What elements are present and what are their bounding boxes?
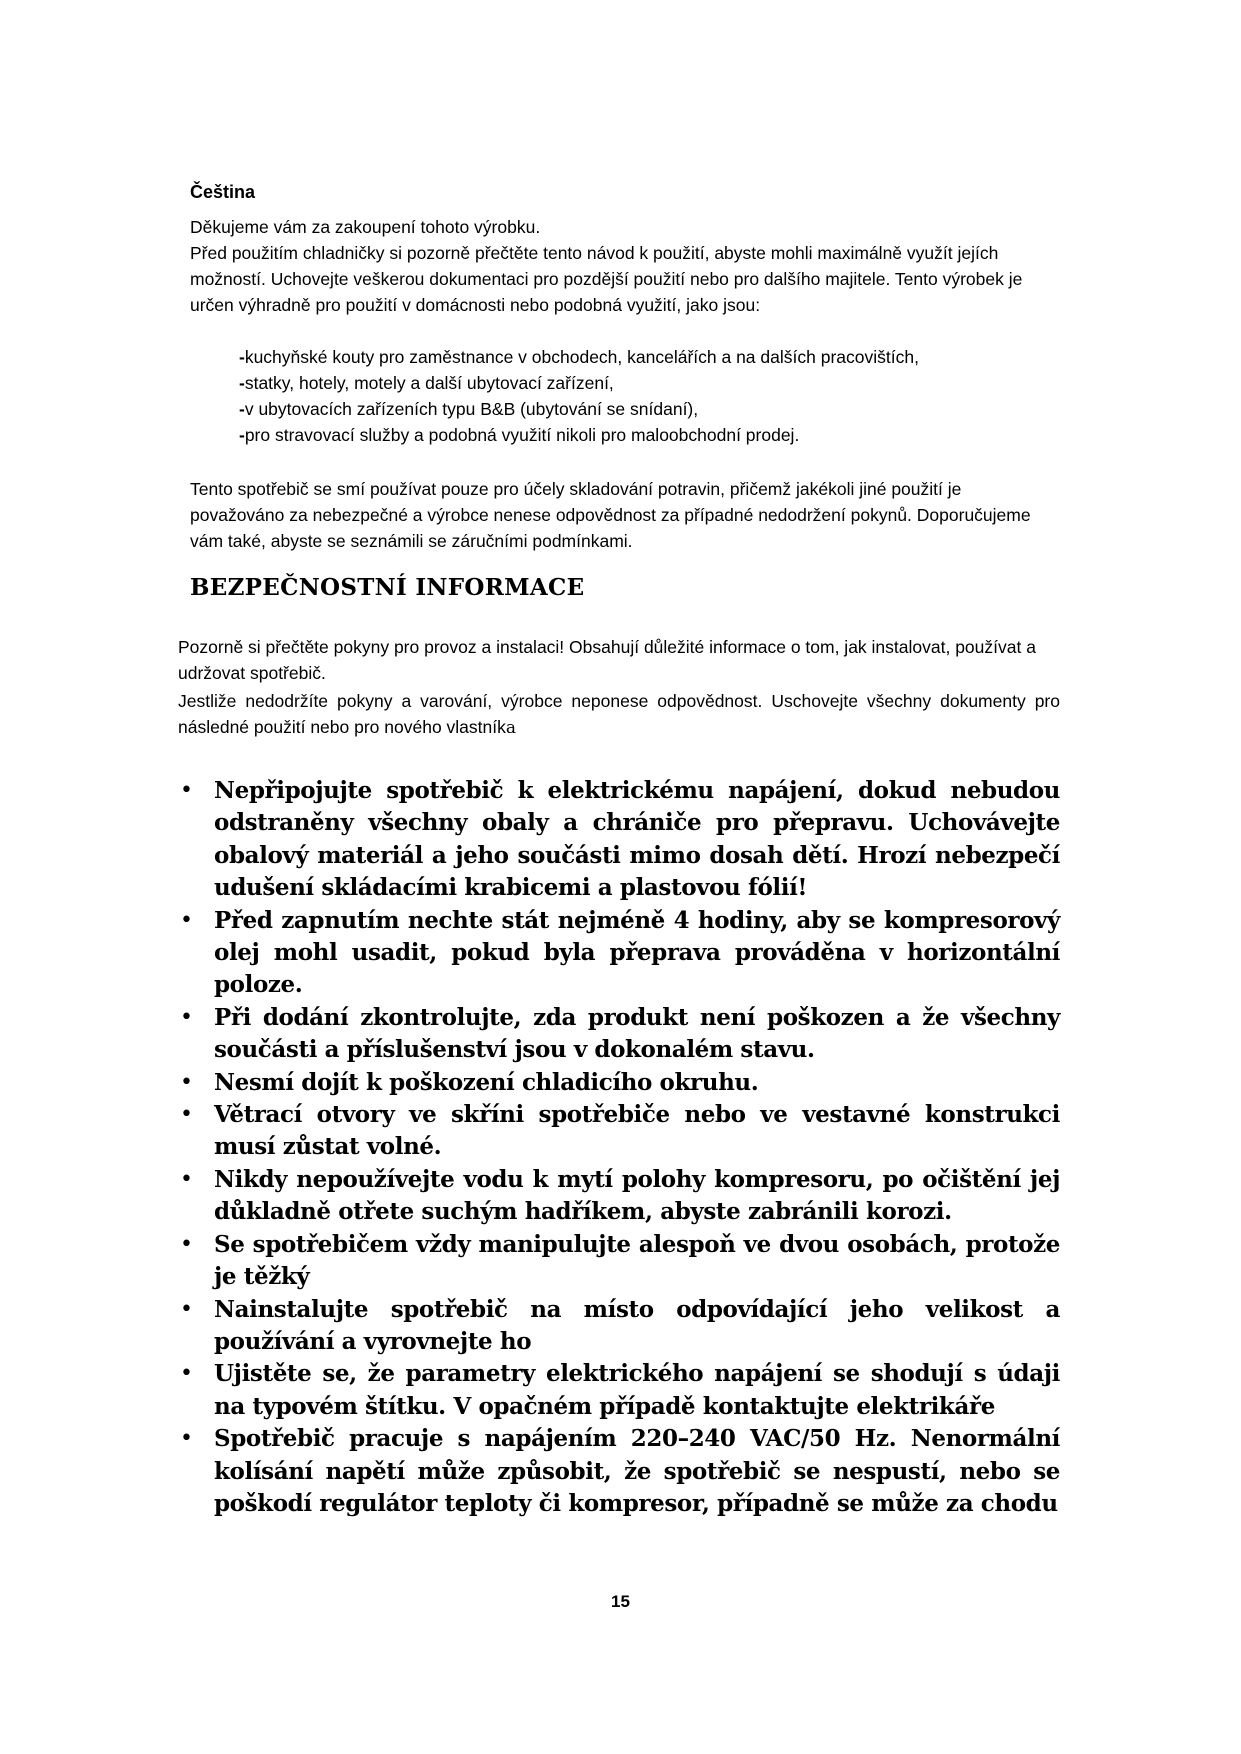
safety-item: • Větrací otvory ve skříni spotřebiče nebo ve vestavné konstrukci musí zůstat volné. — [180, 1099, 1060, 1164]
safety-item: • Se spotřebičem vždy manipulujte alespoň ve dvou osobách, protože je těžký — [180, 1229, 1060, 1294]
safety-item: • Nainstalujte spotřebič na místo odpovídající jeho velikost a používání a vyrovnejte ho — [180, 1294, 1060, 1359]
intro-paragraph: Před použitím chladničky si pozorně přečtěte tento návod k použití, abyste mohli maximálně využít jejích možností. Uchovejte veškerou dokumentaci pro pozdější použití nebo pro dalšího majitele. Tento výrobek je určen výhradně pro použití v domácnosti nebo podobná využití, jako jsou: — [190, 243, 1023, 315]
warning-paragraph-1: Pozorně si přečtěte pokyny pro provoz a instalaci! Obsahují důležité informace o tom, jak instalovat, používat a udržovat spotřebič. — [178, 637, 1036, 683]
warning-paragraph-2: Jestliže nedodržíte pokyny a varování, výrobce neponese odpovědnost. Uschovejte všechny dokumenty pro následné použití nebo pro nového vlastníka — [178, 691, 1060, 738]
usage-notice: Tento spotřebič se smí používat pouze pro účely skladování potravin, přičemž jakékoli jiné použití je považováno za nebezpečné a výrobce nenese odpovědnost za případné nedodržení pokynů. Doporučujeme vám také, abyste se seznámili se záručními podmínkami. — [190, 479, 1031, 551]
page-number: 15 — [611, 1592, 630, 1611]
safety-list — [180, 775, 1060, 1520]
section-title: BEZPEČNOSTNÍ INFORMACE — [190, 574, 585, 601]
safety-item: • Nesmí dojít k poškození chladicího okruhu. — [180, 1067, 1060, 1099]
safety-item: • Nikdy nepoužívejte vodu k mytí polohy kompresoru, po očištění jej důkladně otřete suchým hadříkem, abyste zabránili korozi. — [180, 1164, 1060, 1229]
safety-item: • Nepřipojujte spotřebič k elektrickému napájení, dokud nebudou odstraněny všechny obaly a chrániče pro přepravu. Uchovávejte obalový materiál a jeho součásti mimo dosah dětí. Hrozí nebezpečí udušení skládacími krabicemi a plastovou fólií! — [180, 775, 1060, 905]
safety-item: • Ujistěte se, že parametry elektrického napájení se shodují s údaji na typovém štítku. V opačném případě kontaktujte elektrikáře — [180, 1358, 1060, 1423]
safety-item: • Před zapnutím nechte stát nejméně 4 hodiny, aby se kompresorový olej mohl usadit, pokud byla přeprava prováděna v horizontální poloze. — [180, 905, 1060, 1002]
usage-item: - pro stravovací služby a podobná využití nikoli pro maloobchodní prodej. — [239, 422, 1059, 448]
usage-list — [239, 344, 1059, 448]
safety-item: • Při dodání zkontrolujte, zda produkt není poškozen a že všechny součásti a příslušenství jsou v dokonalém stavu. — [180, 1002, 1060, 1067]
intro-thanks: Děkujeme vám za zakoupení tohoto výrobku. — [190, 217, 541, 237]
usage-item: - statky, hotely, motely a další ubytovací zařízení, — [239, 370, 1059, 396]
language-heading: Čeština — [190, 182, 256, 202]
usage-item: - v ubytovacích zařízeních typu B&B (ubytování se snídaní), — [239, 396, 1059, 422]
safety-item: • Spotřebič pracuje s napájením 220–240 VAC/50 Hz. Nenormální kolísání napětí může způsobit, že spotřebič se nespustí, nebo se poškodí regulátor teploty či kompresor, případně se může za chodu — [180, 1423, 1060, 1520]
usage-item: - kuchyňské kouty pro zaměstnance v obchodech, kancelářích a na dalších pracovištích, — [239, 344, 1059, 370]
intro-text — [190, 214, 1050, 318]
